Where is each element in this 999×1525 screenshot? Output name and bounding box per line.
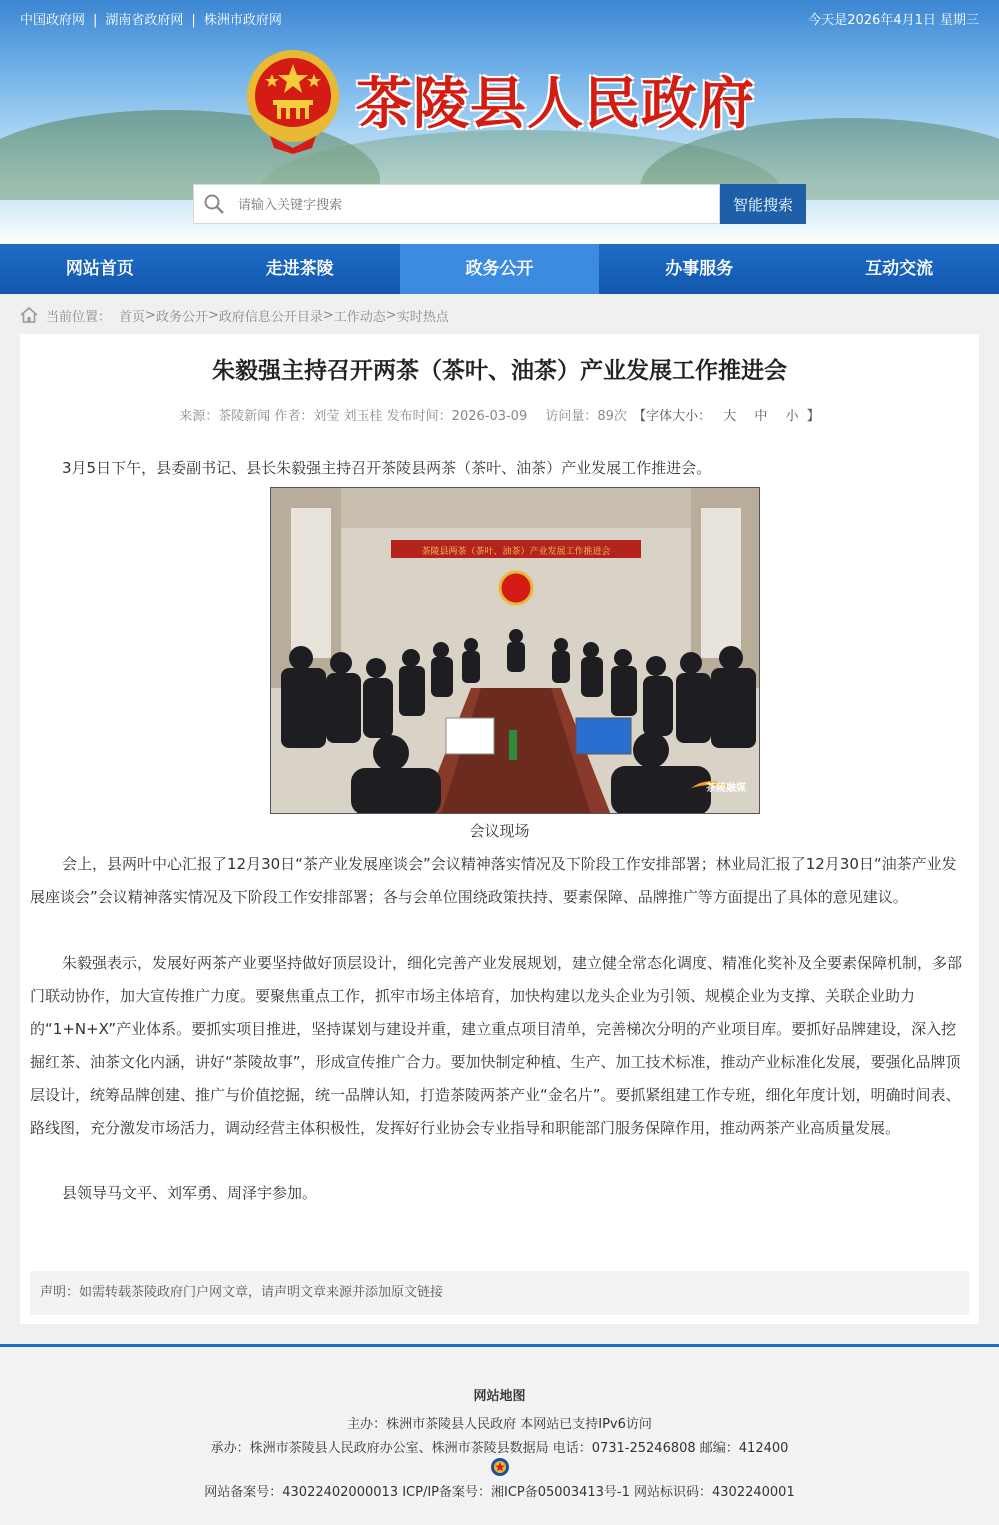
link-gov-zhuzhou[interactable]: 株洲市政府网 — [203, 13, 282, 28]
link-gov-hunan[interactable]: 湖南省政府网 — [105, 13, 184, 28]
nav-item-services[interactable]: 办事服务 — [665, 259, 734, 279]
smart-search-button[interactable]: 智能搜索 — [720, 184, 806, 224]
reprint-notice: 声明：如需转载茶陵政府门户网文章，请声明文章来源并添加原文链接 — [30, 1271, 969, 1315]
breadcrumb-sep: > — [207, 307, 219, 323]
main-nav — [0, 244, 999, 294]
search-box — [193, 184, 720, 224]
breadcrumb-home[interactable]: 首页 — [119, 309, 146, 325]
breadcrumb-sep: > — [385, 307, 397, 323]
font-size-label: 【字体大小： — [633, 409, 712, 424]
photo-watermark: 茶陵融媒 — [706, 783, 746, 794]
breadcrumb-hot-news[interactable]: 实时热点 — [396, 309, 449, 325]
separator: | — [93, 13, 98, 28]
article-title: 朱毅强主持召开两茶（茶叶、油茶）产业发展工作推进会 — [212, 358, 787, 384]
article-visit-count: 访问量：89次 — [545, 409, 627, 424]
font-size-close: 】 — [806, 409, 820, 424]
site-footer — [0, 1344, 999, 1525]
footer-host-info: 主办：株洲市茶陵县人民政府 本网站已支持IPv6访问 — [347, 1417, 652, 1432]
meeting-photo — [270, 487, 760, 814]
nav-item-home[interactable]: 网站首页 — [65, 259, 134, 279]
site-header — [0, 0, 999, 244]
article-paragraph-1: 3月5日下午，县委副书记、县长朱毅强主持召开茶陵县两茶（茶叶、油茶）产业发展工作推进会。 — [62, 459, 712, 477]
footer-registration-info: 网站备案号：43022402000013 ICP/IP备案号：湘ICP备05003413号-1 网站标识码：4302240001 — [204, 1485, 795, 1500]
footer-organizer-info: 承办：株洲市茶陵县人民政府办公室、株洲市茶陵县数据局 电话：0731-25246808 邮编：412400 — [210, 1441, 789, 1456]
separator: | — [191, 13, 196, 28]
police-badge-icon[interactable] — [490, 1457, 510, 1477]
home-icon — [20, 307, 38, 323]
breadcrumb-sep: > — [145, 307, 156, 323]
breadcrumb — [20, 304, 449, 326]
search-input[interactable] — [238, 193, 698, 217]
article-paragraph-2: 会上，县两叶中心汇报了12月30日“茶产业发展座谈会”会议精神落实情况及下阶段工作安排部署；林业局汇报了12月30日“油茶产业发展座谈会”会议精神落实情况及下阶段工作安排部署；各与会单位围绕政策扶持、要素保障、品牌推广等方面提出了具体的意见建议。 — [30, 855, 957, 906]
national-emblem-icon — [240, 44, 346, 154]
top-links — [20, 9, 282, 28]
breadcrumb-work-updates[interactable]: 工作动态 — [333, 309, 386, 325]
font-size-large-button[interactable]: 大 — [723, 409, 737, 424]
font-size-small-button[interactable]: 小 — [785, 409, 799, 424]
search-icon — [204, 194, 224, 214]
nav-item-government-affairs[interactable]: 政务公开 — [400, 244, 600, 294]
nav-item-about-chaling[interactable]: 走进茶陵 — [265, 259, 334, 279]
breadcrumb-sep: > — [322, 307, 334, 323]
article-paragraph-4: 县领导马文平、刘军勇、周泽宇参加。 — [62, 1184, 318, 1202]
meeting-banner-text: 茶陵县两茶（茶叶、油茶）产业发展工作推进会 — [421, 547, 611, 557]
current-date: 今天是2026年4月1日 星期三 — [808, 13, 979, 28]
article-meta — [20, 405, 979, 424]
font-size-medium-button[interactable]: 中 — [754, 409, 768, 424]
nav-item-interaction[interactable]: 互动交流 — [865, 259, 934, 279]
top-bar — [0, 0, 999, 34]
meeting-photo-image — [271, 488, 760, 814]
photo-caption: 会议现场 — [469, 822, 530, 840]
sitemap-link[interactable]: 网站地图 — [473, 1389, 526, 1404]
breadcrumb-info-directory[interactable]: 政府信息公开目录 — [218, 309, 323, 325]
article-paragraph-3: 朱毅强表示，发展好两茶产业要坚持做好顶层设计，细化完善产业发展规划，建立健全常态化调度、精准化奖补及全要素保障机制，多部门联动协作，加大宣传推广力度。要聚焦重点工作，抓牢市场主体培育，加快构建以龙头企业为引领、规模企业为支撑、关联企业助力的“1+N+X”产业体系。要抓实项目推进，坚持谋划与建设并重，建立重点项目清单，完善梯次分明的产业项目库。要抓好品牌建设，深入挖掘红茶、油茶文化内涵，讲好“茶陵故事”，形成宣传推广合力。要加快制定种植、生产、加工技术标准，推动产业标准化发展，要强化品牌顶层设计，统筹品牌创建、推广与价值挖掘，统一品牌认知，打造茶陵两茶产业“金名片”。要抓紧组建工作专班，细化年度计划，明确时间表、路线图，充分激发市场活力，调动经营主体积极性，发挥好行业协会专业指导和职能部门服务保障作用，推动两茶产业高质量发展。 — [30, 954, 963, 1137]
breadcrumb-government-affairs[interactable]: 政务公开 — [155, 309, 208, 325]
article-source-author-date: 来源：茶陵新闻 作者：刘莹 刘玉桂 发布时间：2026-03-09 — [179, 409, 528, 424]
link-gov-china[interactable]: 中国政府网 — [20, 13, 86, 28]
breadcrumb-label: 当前位置： — [46, 309, 112, 325]
site-title: 茶陵县人民政府 — [356, 71, 755, 137]
article-card — [20, 334, 979, 1324]
